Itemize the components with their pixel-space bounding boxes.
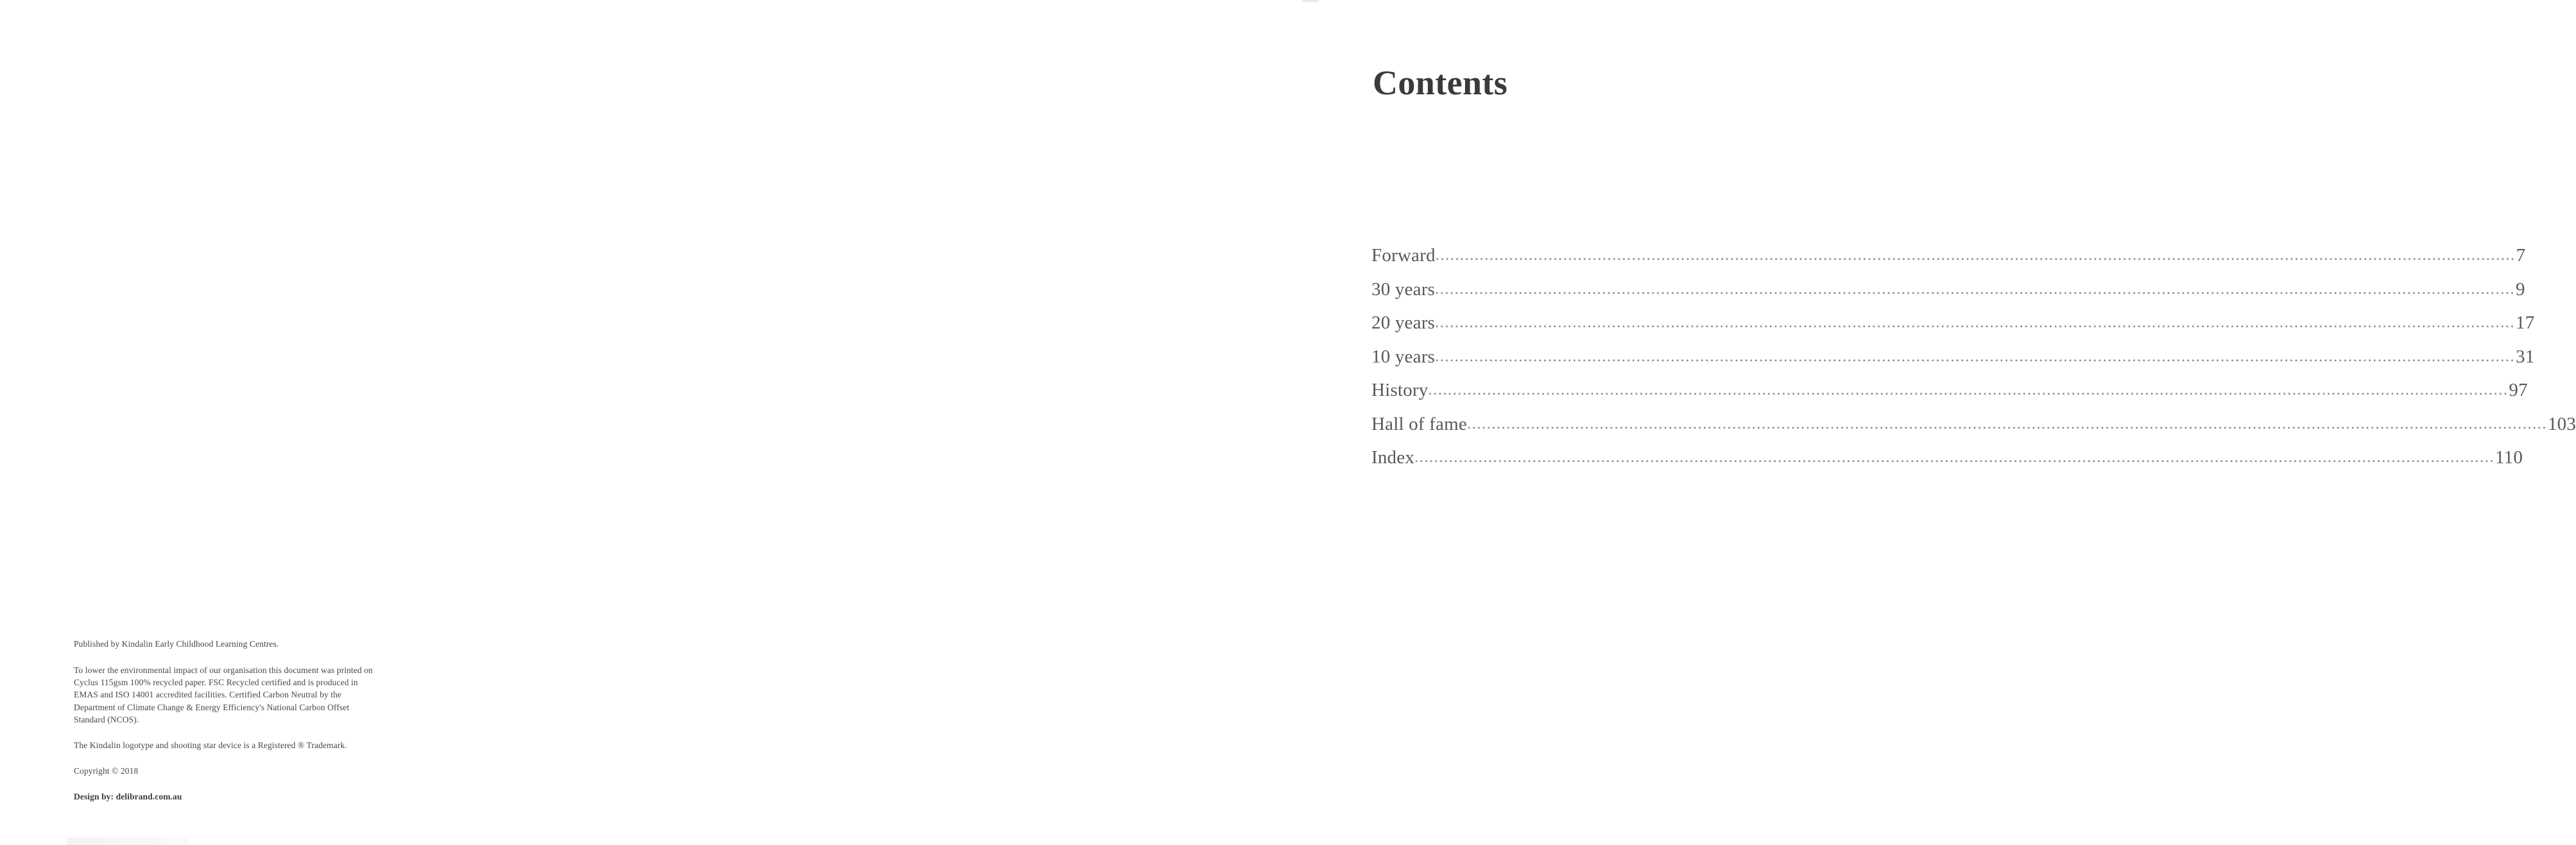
toc-entry[interactable]	[1371, 380, 2528, 401]
imprint-publisher: Published by Kindalin Early Childhood Learning Centres.	[74, 639, 279, 649]
toc-entry-page-number: 97	[2509, 380, 2528, 400]
toc-entry-page-number: 31	[2516, 346, 2535, 367]
imprint-design-credit[interactable]: Design by: delibrand.com.au	[74, 792, 182, 802]
toc-entry-label: History	[1371, 380, 1429, 400]
toc-entry-label: 20 years	[1371, 312, 1436, 333]
toc-entry-label: 30 years	[1371, 278, 1436, 300]
toc-entry-page-number: 9	[2516, 278, 2525, 300]
toc-entry[interactable]	[1371, 312, 2535, 334]
toc-leader-dots: ............................................................................................................................................................................................................................	[1435, 246, 2516, 264]
toc-entry-page-number: 103	[2547, 413, 2576, 434]
page-left-imprint	[0, 0, 657, 845]
toc-entry-label: 10 years	[1371, 346, 1436, 367]
toc-entry-label: Hall of fame	[1371, 413, 1467, 434]
scan-artifact-bottom	[67, 837, 189, 845]
toc-entry-label: Index	[1371, 447, 1415, 468]
scan-artifact-top	[1302, 0, 1319, 2]
toc-entry-label: Forward	[1371, 245, 1436, 266]
toc-leader-dots: ............................................................................................................................................................................................................................	[1435, 280, 2516, 298]
toc-leader-dots: ............................................................................................................................................................................................................................	[1414, 448, 2495, 466]
imprint-environment-statement: To lower the environmental impact of our organisation this document was printed on Cyclus 115gsm 100% recycled paper. FSC Recycled certified and is produced in EMAS and ISO 14001 accredited facilities. Certified Carbon Neutral by the Department of Climate Change & Energy Efficiency's National Carbon Offset Standard (NCOS).	[74, 665, 373, 724]
toc-entry[interactable]	[1371, 346, 2535, 368]
toc-entry[interactable]	[1371, 413, 2576, 435]
toc-entry[interactable]	[1371, 278, 2525, 300]
toc-leader-dots: ............................................................................................................................................................................................................................	[1466, 414, 2547, 432]
toc-entry-page-number: 7	[2516, 245, 2526, 266]
table-of-contents	[1371, 245, 2576, 481]
imprint-block	[74, 638, 375, 803]
page-title: Contents	[1373, 64, 1508, 103]
imprint-trademark: The Kindalin logotype and shooting star device is a Registered ® Trademark.	[74, 740, 347, 750]
page-right-contents	[657, 0, 2576, 845]
toc-leader-dots: ............................................................................................................................................................................................................................	[1428, 381, 2509, 398]
toc-leader-dots: ............................................................................................................................................................................................................................	[1435, 314, 2516, 331]
toc-entry[interactable]	[1371, 245, 2526, 266]
imprint-copyright: Copyright © 2018	[74, 765, 139, 776]
toc-entry-page-number: 17	[2516, 312, 2535, 333]
toc-entry[interactable]	[1371, 447, 2523, 468]
toc-leader-dots: ............................................................................................................................................................................................................................	[1435, 347, 2516, 365]
toc-entry-page-number: 110	[2495, 447, 2523, 468]
